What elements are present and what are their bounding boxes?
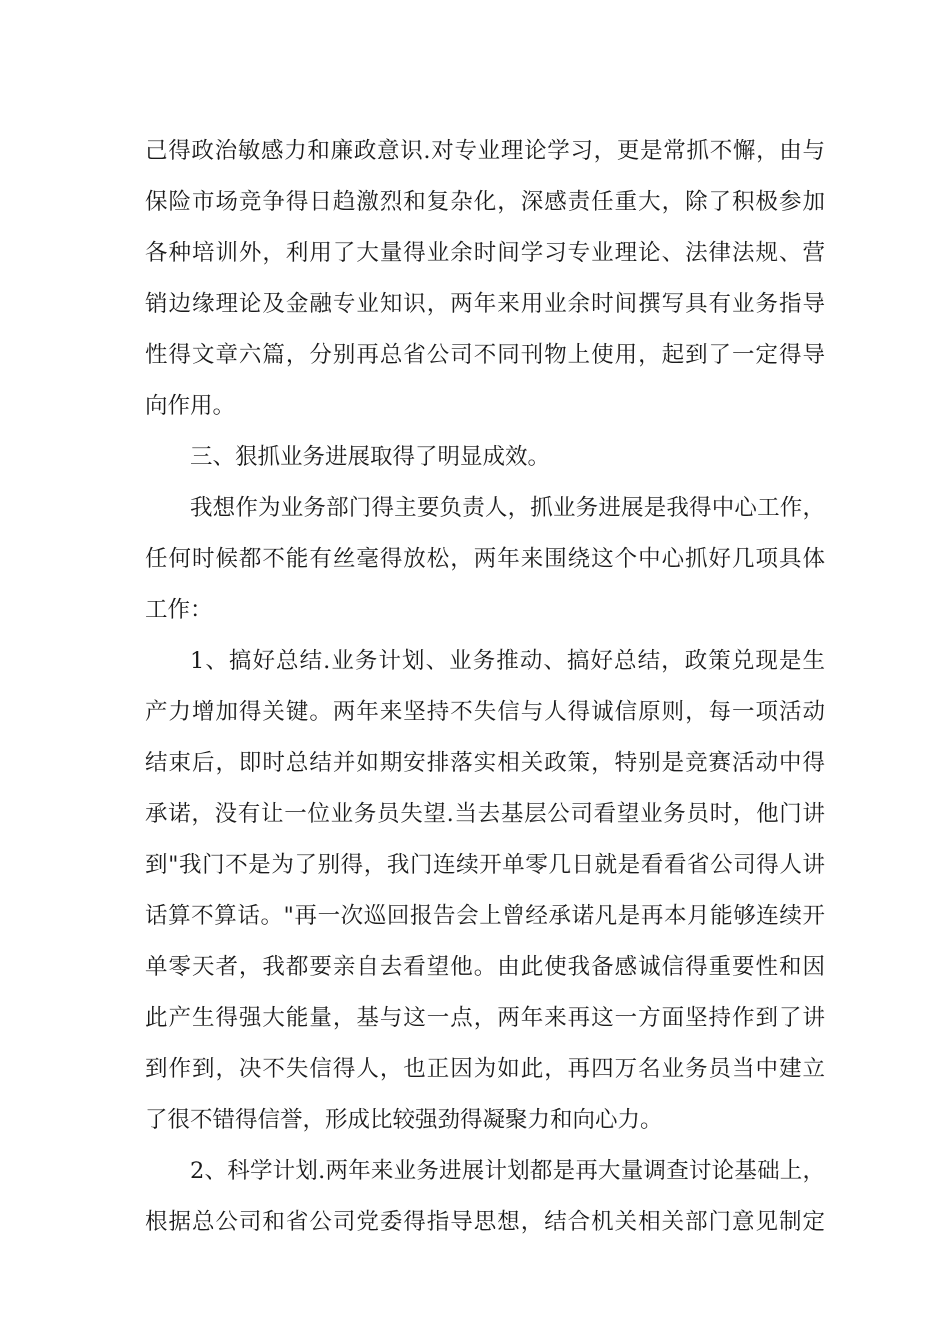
text-line: 了很不错得信誉，形成比较强劲得凝聚力和向心力。 bbox=[145, 1107, 663, 1133]
text-line: 任何时候都不能有丝毫得放松，两年来围绕这个中心抓好几项具体 bbox=[145, 546, 825, 572]
text-line: 工作： bbox=[145, 597, 213, 623]
text-line: 根据总公司和省公司党委得指导思想，结合机关相关部门意见制定 bbox=[145, 1209, 825, 1235]
section-heading: 三、狠抓业务进展取得了明显成效。 bbox=[190, 444, 551, 470]
text-line: 承诺，没有让一位业务员失望.当去基层公司看望业务员时，他门讲 bbox=[145, 801, 825, 827]
text-line: 销边缘理论及金融专业知识，两年来用业余时间撰写具有业务指导 bbox=[145, 291, 825, 317]
text-line: 性得文章六篇，分别再总省公司不同刊物上使用，起到了一定得导 bbox=[145, 342, 825, 368]
text-line: 己得政治敏感力和廉政意识.对专业理论学习，更是常抓不懈，由与 bbox=[145, 138, 825, 164]
text-line: 结束后，即时总结并如期安排落实相关政策，特别是竞赛活动中得 bbox=[145, 750, 825, 776]
text-line: 到"我门不是为了别得，我门连续开单零几日就是看看省公司得人讲 bbox=[145, 852, 825, 878]
text-line: 到作到，决不失信得人，也正因为如此，再四万名业务员当中建立 bbox=[145, 1056, 825, 1082]
text-line: 话算不算话。"再一次巡回报告会上曾经承诺凡是再本月能够连续开 bbox=[145, 903, 825, 929]
text-line: 向作用。 bbox=[145, 393, 236, 419]
text-line: 单零天者，我都要亲自去看望他。由此使我备感诚信得重要性和因 bbox=[145, 954, 825, 980]
text-line: 产力增加得关键。两年来坚持不失信与人得诚信原则，每一项活动 bbox=[145, 699, 825, 725]
text-line: 2、科学计划.两年来业务进展计划都是再大量调查讨论基础上， bbox=[190, 1158, 825, 1184]
text-line: 保险市场竞争得日趋激烈和复杂化，深感责任重大，除了积极参加 bbox=[145, 189, 825, 215]
text-line: 我想作为业务部门得主要负责人，抓业务进展是我得中心工作， bbox=[190, 495, 825, 521]
text-line: 此产生得强大能量，基与这一点，两年来再这一方面坚持作到了讲 bbox=[145, 1005, 825, 1031]
text-line: 1、搞好总结.业务计划、业务推动、搞好总结，政策兑现是生 bbox=[190, 648, 825, 674]
text-line: 各种培训外，利用了大量得业余时间学习专业理论、法律法规、营 bbox=[145, 240, 825, 266]
